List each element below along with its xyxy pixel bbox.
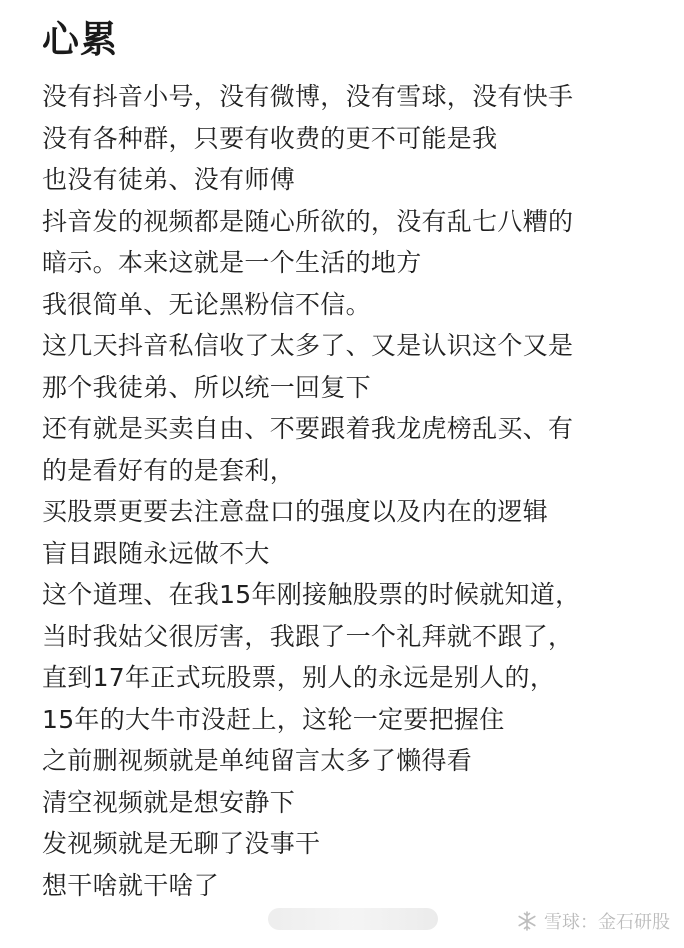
text-line: 我很简单、无论黑粉信不信。 bbox=[42, 289, 371, 319]
text-line: 没有各种群，只要有收费的更不可能是我 bbox=[42, 123, 498, 153]
text-line: 这几天抖音私信收了太多了、又是认识这个又是 bbox=[42, 331, 574, 360]
watermark-text: 雪球：金石研股 bbox=[544, 912, 670, 933]
blurred-region bbox=[268, 908, 438, 930]
text-line: 也没有徒弟、没有师傅 bbox=[42, 165, 296, 194]
text-line: 直到17年正式玩股票，别人的永远是别人的， bbox=[42, 663, 556, 692]
post-body bbox=[42, 76, 672, 906]
text-line: 15年的大牛市没赶上，这轮一定要把握住 bbox=[42, 704, 505, 734]
snowflake-icon bbox=[516, 910, 538, 932]
text-line: 之前删视频就是单纯留言太多了懒得看 bbox=[42, 746, 473, 775]
text-line: 那个我徒弟、所以统一回复下 bbox=[42, 372, 371, 402]
text-line: 没有抖音小号，没有微博，没有雪球，没有快手 bbox=[42, 82, 574, 111]
text-line: 当时我姑父很厉害，我跟了一个礼拜就不跟了， bbox=[42, 621, 574, 651]
text-line: 还有就是买卖自由、不要跟着我龙虎榜乱买、有 bbox=[42, 414, 574, 443]
post-title: 心累 bbox=[42, 18, 118, 61]
text-line: 这个道理、在我15年刚接触股票的时候就知道， bbox=[42, 580, 581, 609]
text-line: 清空视频就是想安静下 bbox=[42, 787, 296, 817]
text-line: 暗示。本来这就是一个生活的地方 bbox=[42, 248, 422, 277]
text-line: 抖音发的视频都是随心所欲的，没有乱七八糟的 bbox=[42, 206, 574, 236]
text-line: 发视频就是无聊了没事干 bbox=[42, 829, 321, 858]
text-line: 的是看好有的是套利， bbox=[42, 455, 296, 485]
text-line: 盲目跟随永远做不大 bbox=[42, 538, 270, 568]
text-line: 想干啥就干啥了 bbox=[42, 870, 220, 900]
text-line: 买股票更要去注意盘口的强度以及内在的逻辑 bbox=[42, 497, 549, 526]
watermark bbox=[516, 908, 670, 934]
